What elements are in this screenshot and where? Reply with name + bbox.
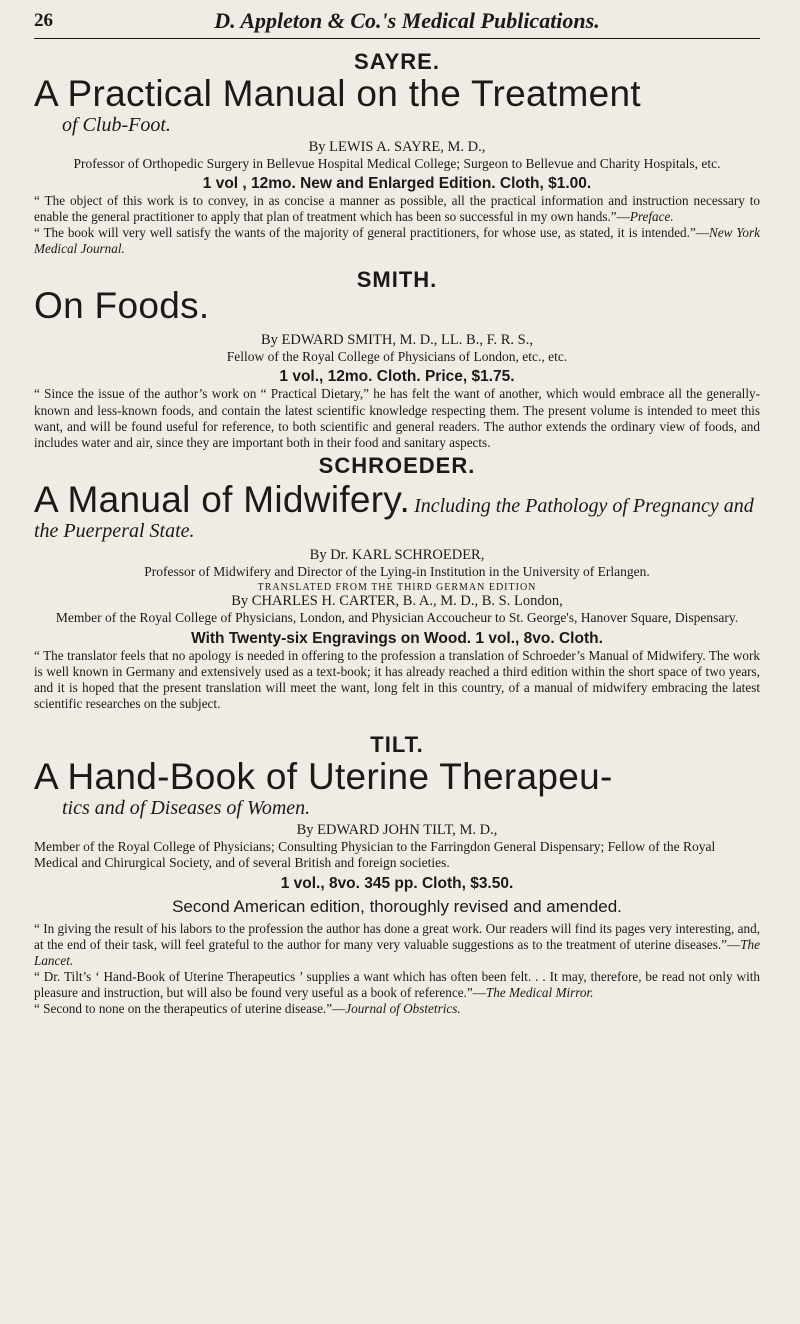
entry-sayre [34,49,760,257]
running-title: D. Appleton & Co.'s Medical Publications. [214,8,600,33]
quote-source: The Medical Mirror. [485,985,594,1000]
author-affiliation: Professor of Orthopedic Surgery in Bellevue Hospital Medical College; Surgeon to Bellevue and Charity Hospitals, etc. [73,155,721,171]
entry-surname: SMITH. [356,267,438,293]
author-affiliation: Professor of Midwifery and Director of the Lying-in Institution in the University of Erlangen. [144,563,650,579]
book-title: On Foods. [34,285,210,327]
quote-source: Journal of Obstetrics. [345,1001,461,1017]
book-title: A Manual of Midwifery. [34,478,411,520]
quote-text: “ The book will very well satisfy the wants of the majority of general practitioners, for whose use, as stated, it is intended.”— [34,225,709,241]
entry-surname: TILT. [370,732,424,758]
author-affiliation: Fellow of the Royal College of Physicians of London, etc., etc. [226,349,568,365]
review-quote [34,1001,760,1017]
review-quote [34,921,760,969]
quote-text: “ In giving the result of his labors to the profession the author has done a great work. Our readers will find its pages very interesting, and, at the end of their task, will feel grateful to the author for many very valuable suggestions as to the treatment of uterine diseases.”— [34,920,760,952]
entry-smith [34,267,760,450]
translator: By CHARLES H. CARTER, B. A., M. D., B. S. London, [231,592,563,609]
book-description: “ The translator feels that no apology is needed in offering to the profession a translation of Schroeder’s Manual of Midwifery. The work is well known in Germany and extensively used as a text-book; it has already reached a third edition within the short space of two years, and it is hoped that the present translation will meet the want, long felt in this country, of a manual of midwifery embracing the latest scientific researches on the subject. [34,648,760,712]
book-title: A Hand-Book of Uterine Therapeu- [34,756,613,798]
quote-text: “ Second to none on the therapeutics of uterine disease.”— [34,1001,346,1017]
entry-schroeder [34,453,760,713]
quote-source: New York Medical Journal. [34,225,760,257]
translation-note: TRANSLATED FROM THE THIRD GERMAN EDITION [257,581,537,593]
book-title: A Practical Manual on the Treatment [34,73,641,114]
second-edition-note: Second American edition, thoroughly revised and amended. [172,896,622,916]
translator-affiliation: Member of the Royal College of Physicians, London, and Physician Accoucheur to St. George's, Hanover Square, Dispensary. [55,609,739,625]
book-description: “ Since the issue of the author’s work on “ Practical Dietary,” he has felt the want of another, which would embrace all the generally-known and less-known foods, and contain the latest scientific knowledge respecting them. The present volume is intended to meet this want, and will be found useful for reference, to both scientific and general readers. The author extends the ordinary view of foods, and includes water and air, since they are important both in their food and sanitary aspects. [34,386,760,450]
entry-surname: SAYRE. [354,49,440,74]
entry-tilt [34,732,760,1017]
book-subtitle: Including the Pathology of Pregnancy and the Puerperal State. [34,494,754,542]
book-author: By EDWARD SMITH, M. D., LL. B., F. R. S., [261,332,533,349]
author-affiliation: Member of the Royal College of Physicians; Consulting Physician to the Farringdon General Dispensary; Fellow of the Royal Medical and Chirurgical Society, and of several British and foreign societies. [34,839,716,871]
edition-price: 1 vol., 12mo. Cloth. Price, $1.75. [279,368,515,386]
review-quote [34,225,760,257]
book-subtitle: tics and of Diseases of Women. [62,797,311,820]
book-author: By Dr. KARL SCHROEDER, [309,546,485,563]
quote-text: “ The object of this work is to convey, in as concise a manner as possible, all the practical information and instruction necessary to enable the general practitioner to apply that plan of treatment which has been so successful in my own hands.”— [34,193,760,225]
running-head [34,0,760,39]
quote-text: “ Dr. Tilt’s ‘ Hand-Book of Uterine Therapeutics ’ supplies a want which has often been felt. . . It may, therefore, be read not only with pleasure and instruction, but will also be found very useful as a book of reference.”— [34,968,760,1000]
edition-price: With Twenty-six Engravings on Wood. 1 vol., 8vo. Cloth. [191,630,603,648]
book-author: By EDWARD JOHN TILT, M. D., [296,822,498,839]
book-title-line [34,478,760,543]
quote-source: Preface. [629,209,674,225]
edition-price: 1 vol., 8vo. 345 pp. Cloth, $3.50. [280,874,514,892]
entry-surname: SCHROEDER. [318,452,476,478]
review-quote [34,193,760,225]
edition-price: 1 vol , 12mo. New and Enlarged Edition. Cloth, $1.00. [202,175,592,193]
book-subtitle: of Club-Foot. [62,113,171,136]
review-quote [34,969,760,1001]
book-author: By LEWIS A. SAYRE, M. D., [308,138,486,155]
page-number: 26 [34,10,53,31]
quote-source: The Lancet. [34,936,760,968]
